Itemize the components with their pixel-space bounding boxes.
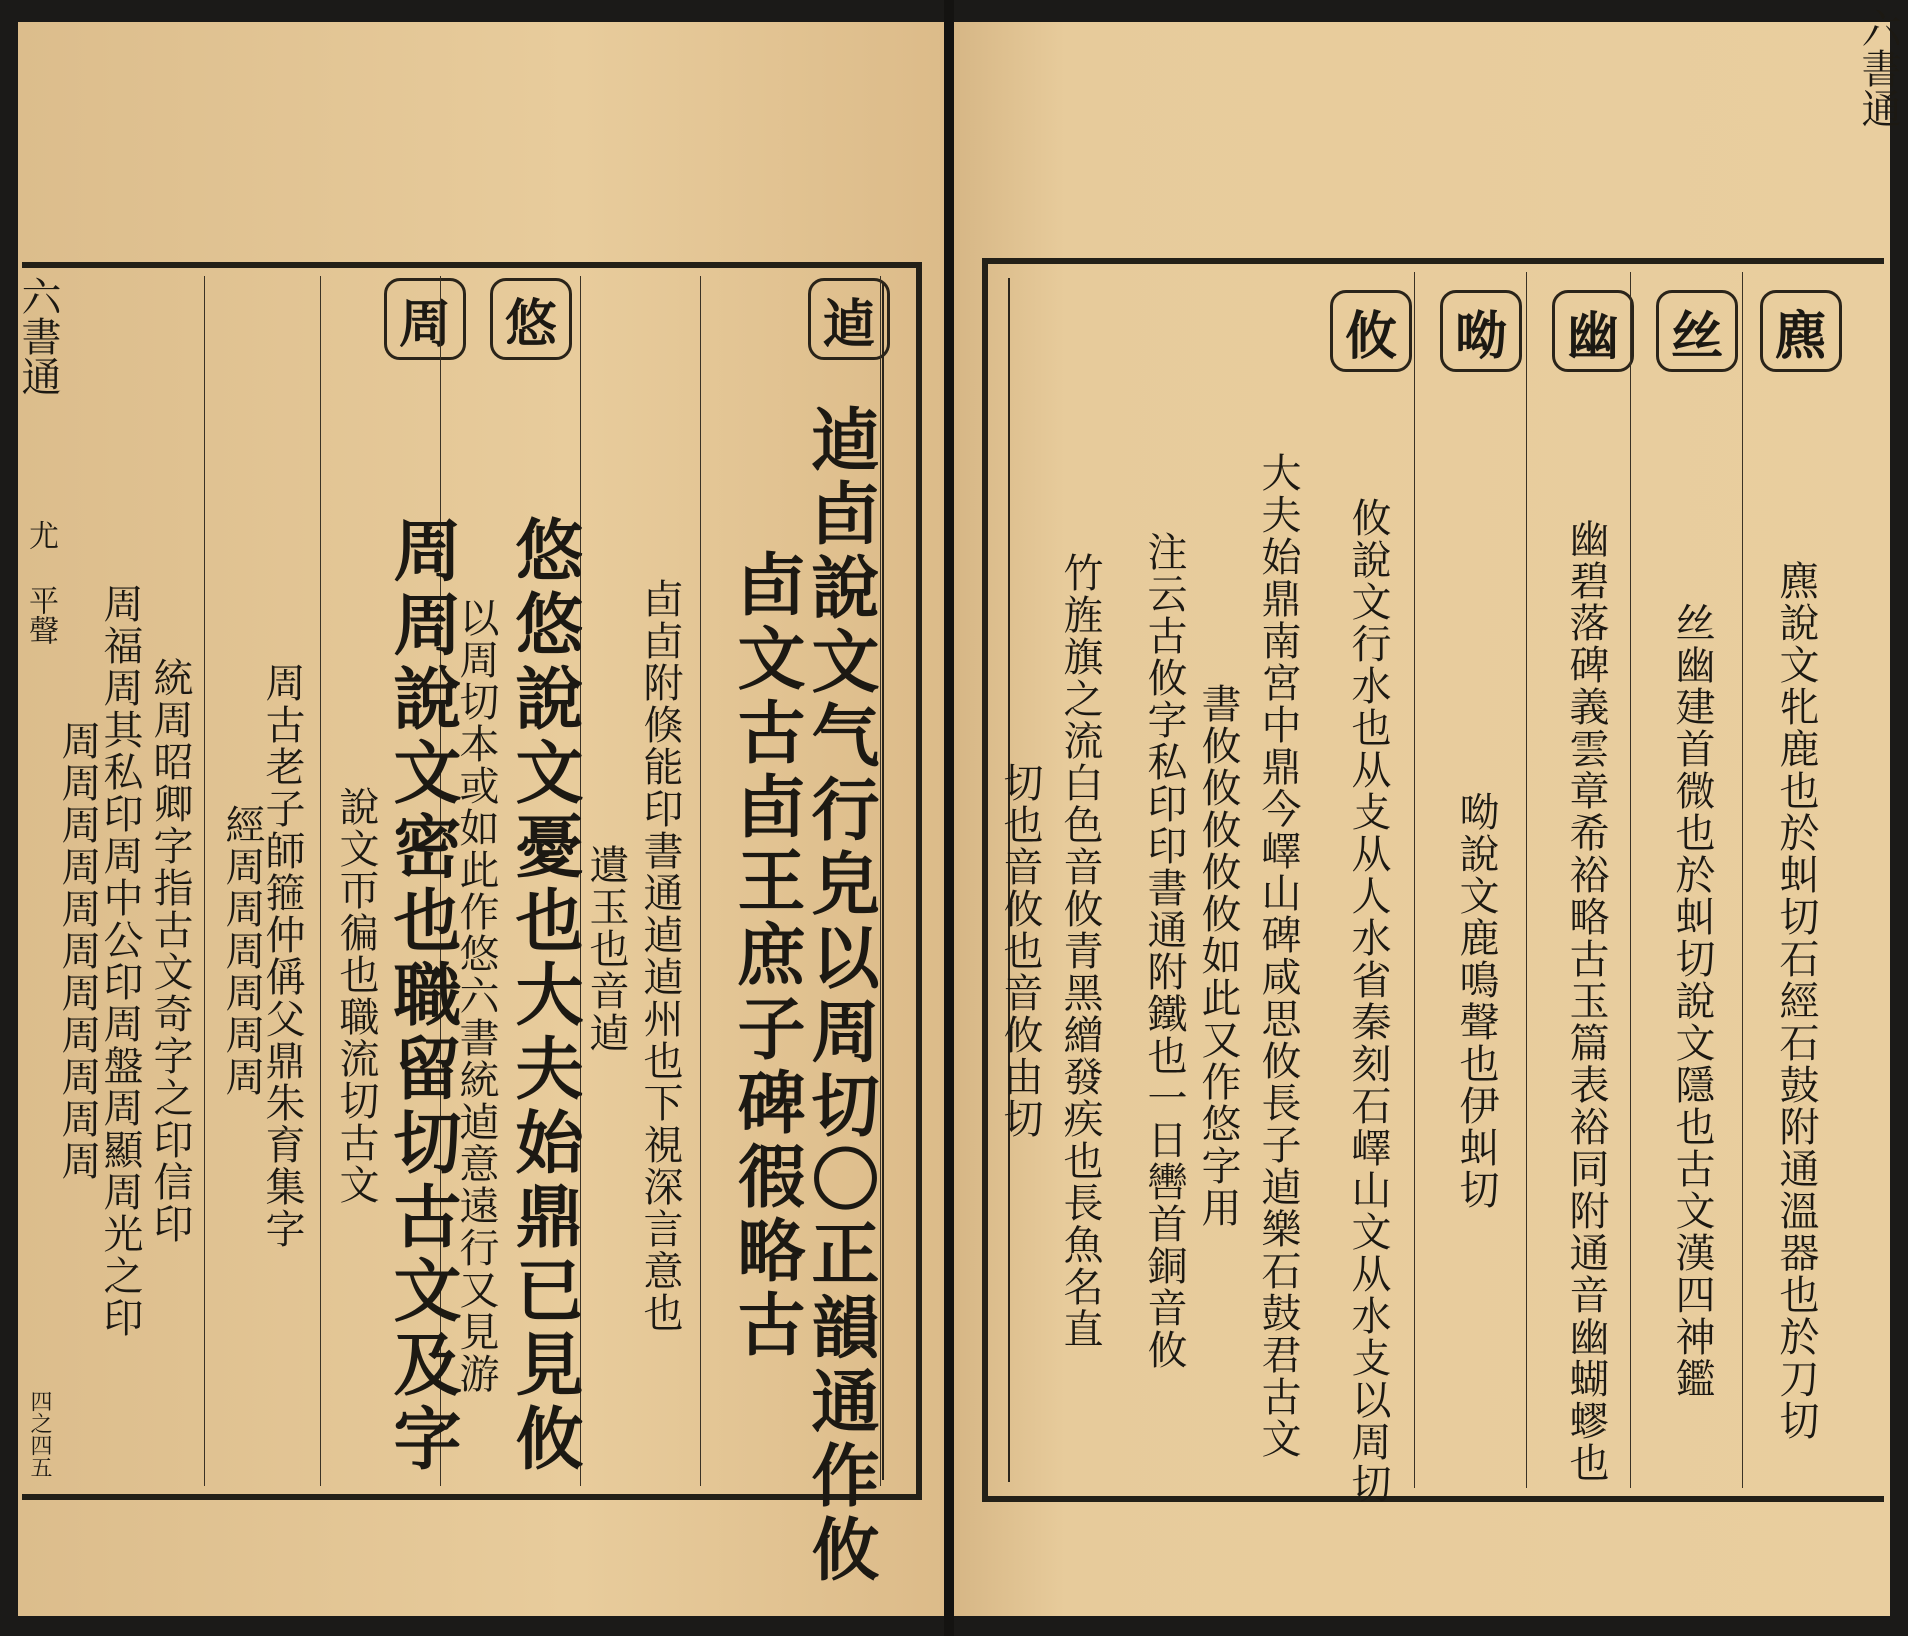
column-rule	[700, 276, 701, 1486]
text-column: 統周昭卿字指古文奇字之印信印	[147, 657, 193, 1245]
text-column: 竹旌旗之流白色音攸青黑繒發疾也長魚名直	[1057, 552, 1103, 1350]
text-column: 卣文古卣王庶子碑徦略古	[726, 549, 806, 1363]
text-column: 以周切本或如此作悠六書統逌意遠行又見游	[453, 597, 499, 1395]
head-char-you-dark: 幽	[1552, 290, 1634, 372]
left-folio-number: 四之四五	[27, 1390, 52, 1478]
text-column: 攸說文行水也从攴从人水省秦刻石嶧山文从水攴以周切	[1345, 497, 1391, 1505]
book-gutter	[944, 0, 954, 1636]
text-column: 周周說文密也職留切古文及字	[382, 515, 462, 1477]
column-rule	[1414, 272, 1415, 1488]
column-rule	[1630, 272, 1631, 1488]
text-column: 經周周周周周周	[219, 804, 265, 1098]
text-column: 呦說文鹿鳴聲也伊虯切	[1453, 791, 1499, 1211]
head-char-you-water: 攸	[1330, 290, 1412, 372]
head-char-biao: 麃	[1760, 290, 1842, 372]
right-margin-title: 六書通	[1855, 8, 1901, 128]
column-rule	[1526, 272, 1527, 1488]
head-char-you-call: 呦	[1440, 290, 1522, 372]
column-rule	[320, 276, 321, 1486]
head-char-you-road: 逌	[808, 278, 890, 360]
text-column: 周福周其私印周中公印周盤周顯周光之印	[97, 583, 143, 1339]
text-column: 悠悠說文憂也大夫始鼎已見攸	[504, 515, 584, 1477]
text-column: 書攸攸攸攸攸如此又作悠字用	[1195, 683, 1241, 1229]
left-margin-title: 六書通	[15, 276, 61, 396]
column-rule	[880, 276, 881, 1486]
text-column: 切也音攸也音攸由切	[997, 762, 1043, 1140]
head-char-you-leisurely: 悠	[490, 278, 572, 360]
text-column: 大夫始鼎南宮中鼎今嶧山碑咸思攸長子逌樂石鼓君古文	[1255, 452, 1301, 1460]
left-inner-rule	[882, 282, 884, 1480]
right-page-frame	[982, 258, 1884, 1502]
head-char-si: 丝	[1656, 290, 1738, 372]
text-column: 逌卣說文气行皃以周切〇正韻通作攸	[800, 404, 880, 1588]
text-column: 卣卣附倏能印書通逌逌州也下視深言意也	[637, 578, 683, 1334]
text-column: 幽碧落碑義雲章希裕略古玉篇表裕同附通音幽蝴蟉也	[1563, 518, 1609, 1484]
column-rule	[204, 276, 205, 1486]
text-column: 說文帀徧也職流切古文	[333, 786, 379, 1206]
text-column: 周古老子師箍仲偁父鼎朱育集字	[259, 662, 305, 1250]
text-column: 周周周周周周周周周周周	[55, 720, 101, 1182]
text-column: 丝幽建首微也於虯切說文隱也古文漢四神鑑	[1669, 602, 1715, 1400]
text-column: 麃說文牝鹿也於虯切石經石鼓附通溫器也於刀切	[1773, 560, 1819, 1442]
text-column: 注云古攸字私印印書通附鐵也一日轡首銅音攸	[1141, 531, 1187, 1371]
head-char-zhou: 周	[384, 278, 466, 360]
column-rule	[1742, 272, 1743, 1488]
left-margin-note: 尤 平聲	[23, 520, 58, 645]
text-column: 遺玉也音逌	[583, 844, 629, 1054]
